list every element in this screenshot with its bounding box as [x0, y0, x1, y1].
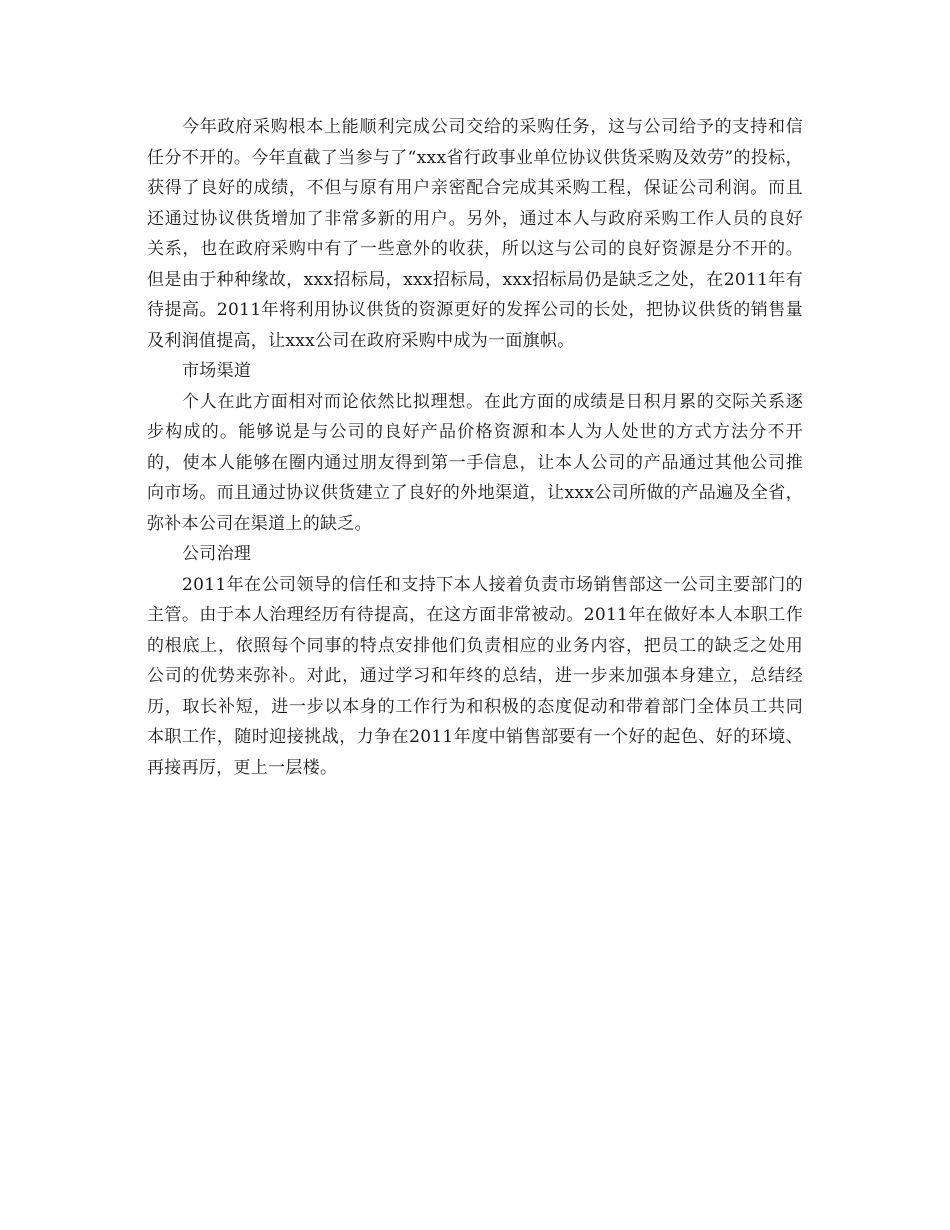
- paragraph-government-procurement: 今年政府采购根本上能顺利完成公司交给的采购任务，这与公司给予的支持和信任分不开的。今年直截了当参与了“xxx省行政事业单位协议供货采购及效劳”的投标，获得了良好的成绩，不但与原有用户亲密配合完成其采购工程，保证公司利润。而且还通过协议供货增加了非常多新的用户。另外，通过本人与政府采购工作人员的良好关系，也在政府采购中有了一些意外的收获，所以这与公司的良好资源是分不开的。但是由于种种缘故，xxx招标局，xxx招标局，xxx招标局仍是缺乏之处，在2011年有待提高。2011年将利用协议供货的资源更好的发挥公司的长处，把协议供货的销售量及利润值提高，让xxx公司在政府采购中成为一面旗帜。: [147, 117, 803, 351]
- section-heading-company-management: 公司治理: [182, 544, 252, 564]
- paragraph-market-channels: 个人在此方面相对而论依然比拟理想。在此方面的成绩是日积月累的交际关系逐步构成的。能够说是与公司的良好产品价格资源和本人为人处世的方式方法分不开的，使本人能够在圈内通过朋友得到第一手信息，让本人公司的产品通过其他公司推向市场。而且通过协议供货建立了良好的外地渠道，让xxx公司所做的产品遍及全省，弥补本公司在渠道上的缺乏。: [147, 391, 803, 534]
- paragraph-company-management: 2011年在公司领导的信任和支持下本人接着负责市场销售部这一公司主要部门的主管。由于本人治理经历有待提高，在这方面非常被动。2011年在做好本人本职工作的根底上，依照每个同事的特点安排他们负责相应的业务内容，把员工的缺乏之处用公司的优势来弥补。对此，通过学习和年终的总结，进一步来加强本身建立，总结经历，取长补短，进一步以本身的工作行为和积极的态度促动和带着部门全体员工共同本职工作，随时迎接挑战，力争在2011年度中销售部要有一个好的起色、好的环境、再接再厉，更上一层楼。: [147, 574, 803, 778]
- document-page: [147, 112, 803, 783]
- section-heading-market-channels: 市场渠道: [182, 361, 252, 381]
